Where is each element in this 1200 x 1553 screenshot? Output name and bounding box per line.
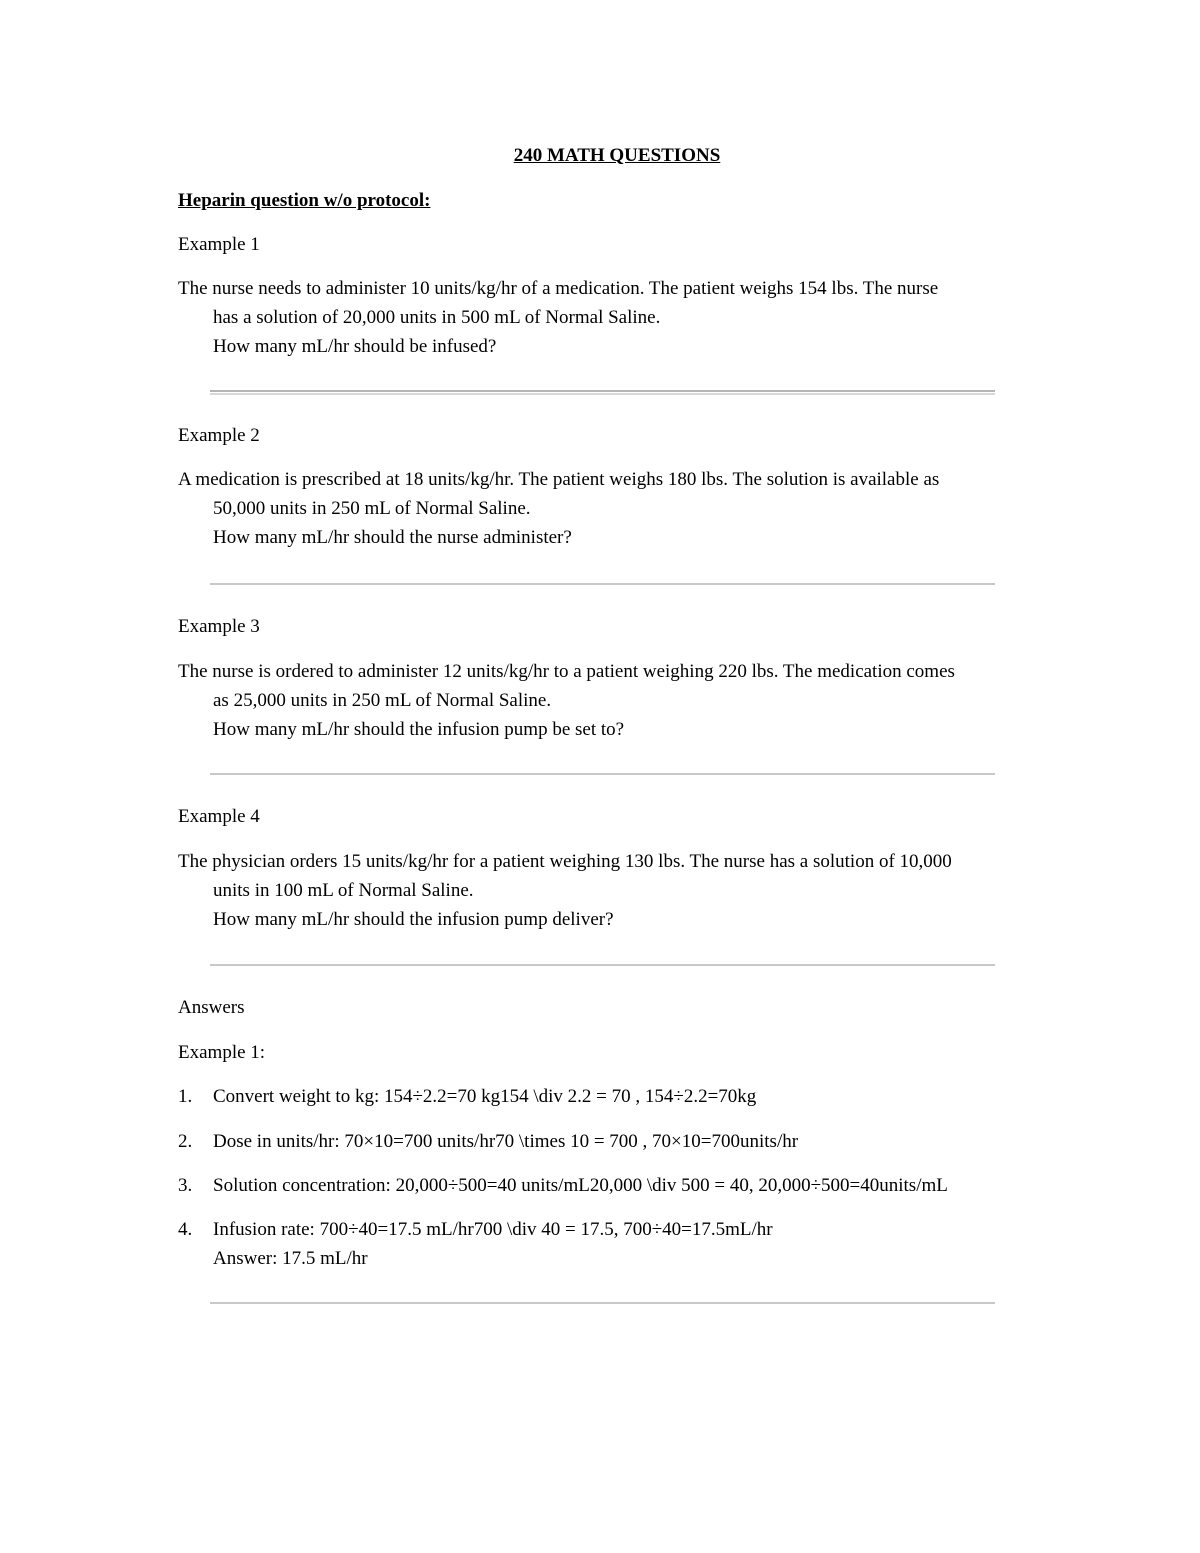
example-1-question [178,274,938,361]
example-1-label: Example 1 [178,234,260,255]
example-2-question [178,465,939,552]
question-line: How many mL/hr should be infused? [213,336,497,357]
answer-example-label: Example 1: [178,1042,266,1063]
horizontal-rule [210,390,995,395]
step-number: 3. [178,1175,193,1196]
question-line: units in 100 mL of Normal Saline. [213,880,474,901]
example-4-label: Example 4 [178,806,260,827]
step-text: Dose in units/hr: 70×10=700 units/hr70 \times 10 = 700 , 70×10=700units/hr [213,1131,799,1152]
horizontal-rule [210,773,995,775]
answer-step-1 [178,1082,756,1111]
example-2-label: Example 2 [178,425,260,446]
page-title: 240 MATH QUESTIONS [513,145,721,166]
horizontal-rule [210,1302,995,1304]
question-line: How many mL/hr should the infusion pump deliver? [213,909,614,930]
question-line: as 25,000 units in 250 mL of Normal Saline. [213,690,552,711]
example-3-question [178,657,955,744]
example-4-question [178,847,952,934]
section-heading: Heparin question w/o protocol: [178,190,431,211]
step-text: Convert weight to kg: 154÷2.2=70 kg154 \div 2.2 = 70 , 154÷2.2=70kg [213,1086,757,1107]
answers-heading: Answers [178,997,245,1018]
step-number: 2. [178,1131,193,1152]
step-text: Infusion rate: 700÷40=17.5 mL/hr700 \div 40 = 17.5, 700÷40=17.5mL/hr [213,1219,773,1240]
question-line: How many mL/hr should the infusion pump be set to? [213,719,625,740]
step-number: 4. [178,1219,193,1240]
step-number: 1. [178,1086,193,1107]
answer-step-3 [178,1171,948,1200]
question-line: The nurse needs to administer 10 units/kg/hr of a medication. The patient weighs 154 lbs. The nurse [178,278,939,299]
question-line: A medication is prescribed at 18 units/kg/hr. The patient weighs 180 lbs. The solution is available as [178,469,940,490]
question-line: has a solution of 20,000 units in 500 mL of Normal Saline. [213,307,661,328]
example-3-label: Example 3 [178,616,260,637]
question-line: How many mL/hr should the nurse administer? [213,527,572,548]
answer-step-4 [178,1215,773,1273]
step-text: Solution concentration: 20,000÷500=40 units/mL20,000 \div 500 = 40, 20,000÷500=40units/mL [213,1175,948,1196]
question-line: The physician orders 15 units/kg/hr for a patient weighing 130 lbs. The nurse has a solution of 10,000 [178,851,952,872]
question-line: 50,000 units in 250 mL of Normal Saline. [213,498,531,519]
horizontal-rule [210,583,995,585]
final-answer: Answer: 17.5 mL/hr [213,1248,368,1269]
answer-step-2 [178,1127,798,1156]
horizontal-rule [210,964,995,966]
question-line: The nurse is ordered to administer 12 units/kg/hr to a patient weighing 220 lbs. The medication comes [178,661,955,682]
